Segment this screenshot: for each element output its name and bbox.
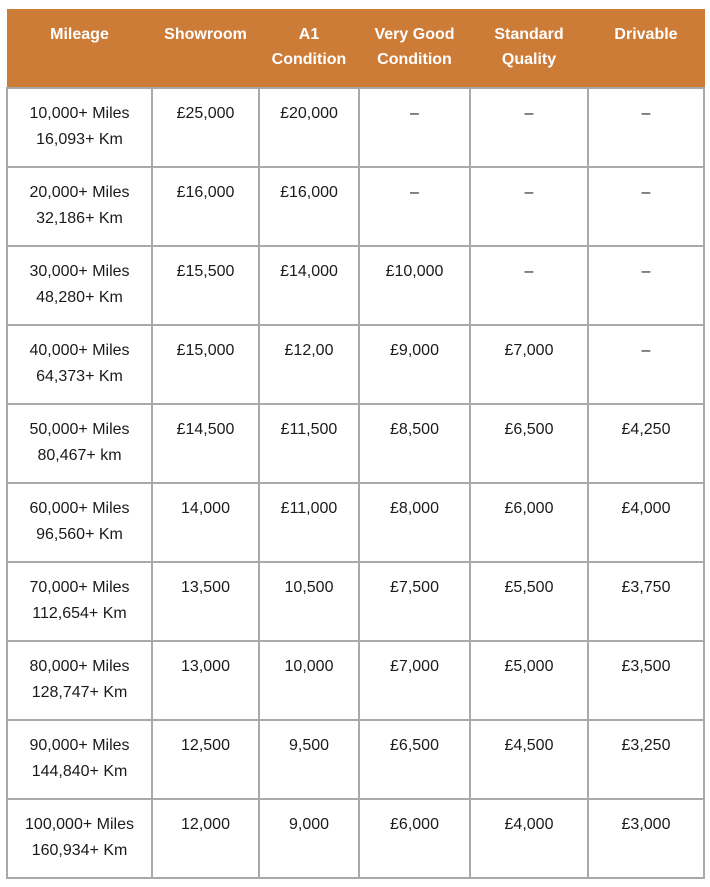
table-row xyxy=(7,799,704,878)
mileage-km: 112,654+ Km xyxy=(32,605,127,622)
cell-mileage xyxy=(7,799,152,878)
cell-drivable: – xyxy=(588,167,704,246)
mileage-miles: 10,000+ Miles xyxy=(29,105,130,122)
mileage-km: 96,560+ Km xyxy=(36,526,123,543)
cell-standard-quality: – xyxy=(470,246,588,325)
mileage-miles: 100,000+ Miles xyxy=(25,816,134,833)
header-row xyxy=(7,9,704,88)
cell-mileage xyxy=(7,325,152,404)
cell-drivable: £3,000 xyxy=(588,799,704,878)
cell-very-good-condition: £8,000 xyxy=(359,483,470,562)
cell-showroom: 12,500 xyxy=(152,720,259,799)
cell-a1-condition: £14,000 xyxy=(259,246,359,325)
cell-standard-quality: £4,000 xyxy=(470,799,588,878)
mileage-km: 32,186+ Km xyxy=(36,210,123,227)
cell-mileage xyxy=(7,562,152,641)
cell-showroom: £15,000 xyxy=(152,325,259,404)
mileage-km: 64,373+ Km xyxy=(36,368,123,385)
table-row xyxy=(7,562,704,641)
cell-a1-condition: 10,000 xyxy=(259,641,359,720)
cell-a1-condition: £11,500 xyxy=(259,404,359,483)
cell-a1-condition: 10,500 xyxy=(259,562,359,641)
mileage-km: 16,093+ Km xyxy=(36,131,123,148)
cell-standard-quality: £6,500 xyxy=(470,404,588,483)
cell-very-good-condition: £6,500 xyxy=(359,720,470,799)
header-mileage: Mileage xyxy=(7,9,152,88)
table-row xyxy=(7,325,704,404)
table-row xyxy=(7,720,704,799)
mileage-miles: 80,000+ Miles xyxy=(29,658,130,675)
cell-very-good-condition: £9,000 xyxy=(359,325,470,404)
mileage-km: 128,747+ Km xyxy=(31,684,128,701)
cell-very-good-condition: £8,500 xyxy=(359,404,470,483)
table-row xyxy=(7,404,704,483)
cell-showroom: 12,000 xyxy=(152,799,259,878)
mileage-miles: 60,000+ Miles xyxy=(29,500,130,517)
cell-drivable: £4,250 xyxy=(588,404,704,483)
mileage-miles: 90,000+ Miles xyxy=(29,737,130,754)
cell-very-good-condition: £10,000 xyxy=(359,246,470,325)
cell-very-good-condition: £6,000 xyxy=(359,799,470,878)
table-body xyxy=(7,88,704,878)
cell-very-good-condition: £7,000 xyxy=(359,641,470,720)
cell-a1-condition: 9,500 xyxy=(259,720,359,799)
cell-drivable: – xyxy=(588,246,704,325)
cell-showroom: 13,000 xyxy=(152,641,259,720)
cell-standard-quality: £5,500 xyxy=(470,562,588,641)
cell-showroom: £14,500 xyxy=(152,404,259,483)
cell-mileage xyxy=(7,246,152,325)
cell-a1-condition: £11,000 xyxy=(259,483,359,562)
cell-showroom: 13,500 xyxy=(152,562,259,641)
cell-mileage xyxy=(7,641,152,720)
cell-drivable: – xyxy=(588,325,704,404)
cell-mileage xyxy=(7,483,152,562)
mileage-km: 160,934+ Km xyxy=(31,842,128,859)
header-drivable: Drivable xyxy=(588,9,704,88)
cell-mileage xyxy=(7,720,152,799)
cell-drivable: £3,750 xyxy=(588,562,704,641)
table-header xyxy=(7,9,704,88)
cell-very-good-condition: £7,500 xyxy=(359,562,470,641)
cell-a1-condition: 9,000 xyxy=(259,799,359,878)
mileage-price-table xyxy=(6,9,705,879)
mileage-km: 48,280+ Km xyxy=(36,289,123,306)
cell-mileage xyxy=(7,167,152,246)
cell-a1-condition: £12,00 xyxy=(259,325,359,404)
table-row xyxy=(7,483,704,562)
header-very-good-condition: Very Good Condition xyxy=(359,9,470,88)
table-row xyxy=(7,167,704,246)
table-row xyxy=(7,641,704,720)
cell-standard-quality: – xyxy=(470,88,588,167)
cell-showroom: £25,000 xyxy=(152,88,259,167)
cell-showroom: £15,500 xyxy=(152,246,259,325)
cell-mileage xyxy=(7,404,152,483)
cell-standard-quality: – xyxy=(470,167,588,246)
table-row xyxy=(7,88,704,167)
cell-showroom: 14,000 xyxy=(152,483,259,562)
cell-standard-quality: £7,000 xyxy=(470,325,588,404)
header-showroom: Showroom xyxy=(152,9,259,88)
cell-a1-condition: £20,000 xyxy=(259,88,359,167)
mileage-miles: 40,000+ Miles xyxy=(29,342,130,359)
table-row xyxy=(7,246,704,325)
cell-standard-quality: £6,000 xyxy=(470,483,588,562)
mileage-km: 80,467+ km xyxy=(37,447,122,464)
mileage-miles: 20,000+ Miles xyxy=(29,184,130,201)
cell-a1-condition: £16,000 xyxy=(259,167,359,246)
cell-standard-quality: £4,500 xyxy=(470,720,588,799)
mileage-miles: 30,000+ Miles xyxy=(29,263,130,280)
header-a1-condition: A1 Condition xyxy=(259,9,359,88)
header-standard-quality: Standard Quality xyxy=(470,9,588,88)
cell-very-good-condition: – xyxy=(359,88,470,167)
cell-drivable: £3,500 xyxy=(588,641,704,720)
cell-showroom: £16,000 xyxy=(152,167,259,246)
cell-mileage xyxy=(7,88,152,167)
mileage-miles: 50,000+ Miles xyxy=(29,421,130,438)
cell-very-good-condition: – xyxy=(359,167,470,246)
cell-drivable: – xyxy=(588,88,704,167)
mileage-miles: 70,000+ Miles xyxy=(29,579,130,596)
cell-standard-quality: £5,000 xyxy=(470,641,588,720)
cell-drivable: £3,250 xyxy=(588,720,704,799)
mileage-km: 144,840+ Km xyxy=(31,763,128,780)
cell-drivable: £4,000 xyxy=(588,483,704,562)
